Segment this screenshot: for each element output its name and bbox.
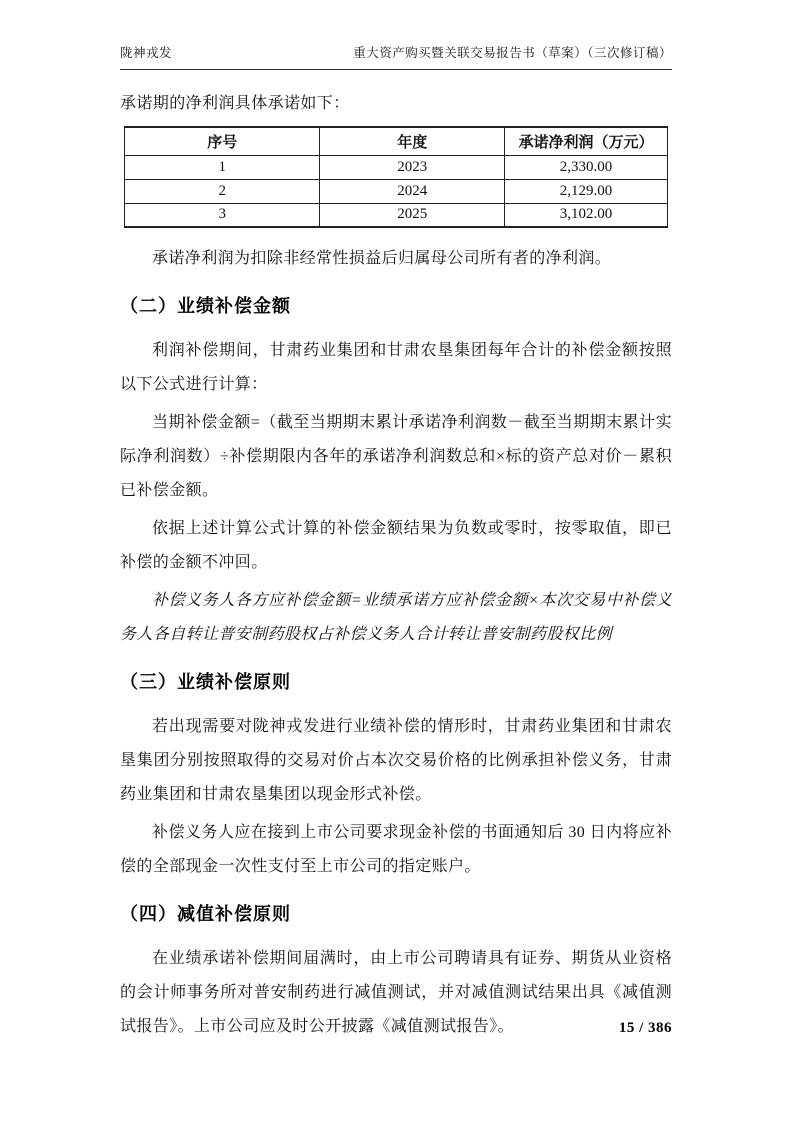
paragraph: 若出现需要对陇神戎发进行业绩补偿的情形时，甘肃药业集团和甘肃农垦集团分别按照取得的交易对价占本次交易价格的比例承担补偿义务，甘肃药业集团和甘肃农垦集团以现金形式补偿。 bbox=[120, 718, 672, 803]
paragraph: 利润补偿期间，甘肃药业集团和甘肃农垦集团每年合计的补偿金额按照以下公式进行计算： bbox=[120, 342, 672, 393]
formula-paragraph: 当期补偿金额=（截至当期期末累计承诺净利润数－截至当期期末累计实际净利润数）÷补偿期限内各年的承诺净利润数总和×标的资产总对价－累积已补偿金额。 bbox=[120, 414, 672, 499]
cell-year: 2024 bbox=[320, 179, 505, 203]
header-company-name: 陇神戎发 bbox=[120, 46, 173, 60]
cell-profit: 2,330.00 bbox=[505, 155, 668, 179]
cell-year: 2023 bbox=[320, 155, 505, 179]
table-row bbox=[125, 155, 668, 179]
header-report-title: 重大资产购买暨关联交易报告书（草案）（三次修订稿） bbox=[353, 46, 672, 60]
intro-paragraph: 承诺期的净利润具体承诺如下： bbox=[120, 95, 350, 112]
column-header-year: 年度 bbox=[320, 127, 505, 155]
cell-profit: 3,102.00 bbox=[505, 203, 668, 227]
formula-paragraph: 补偿义务人各方应补偿金额=业绩承诺方应补偿金额×本次交易中补偿义务人各自转让普安制药股权占补偿义务人合计转让普安制药股权比例 bbox=[120, 592, 672, 643]
column-header-profit: 承诺净利润（万元） bbox=[505, 127, 668, 155]
table-header-row bbox=[125, 127, 668, 155]
cell-seq: 1 bbox=[125, 155, 320, 179]
running-header bbox=[120, 45, 672, 70]
promised-net-profit-table bbox=[124, 126, 668, 228]
table-note-paragraph: 承诺净利润为扣除非经常性损益后归属母公司所有者的净利润。 bbox=[152, 250, 612, 267]
section-heading-3: （三）业绩补偿原则 bbox=[120, 672, 291, 692]
section-heading-2: （二）业绩补偿金额 bbox=[120, 296, 291, 316]
paragraph: 依据上述计算公式计算的补偿金额结果为负数或零时，按零取值，即已补偿的金额不冲回。 bbox=[120, 520, 672, 571]
table-row bbox=[125, 179, 668, 203]
column-header-seq: 序号 bbox=[125, 127, 320, 155]
page-number: 15 / 386 bbox=[618, 1020, 672, 1036]
cell-seq: 3 bbox=[125, 203, 320, 227]
paragraph: 在业绩承诺补偿期间届满时，由上市公司聘请具有证券、期货从业资格的会计师事务所对普安制药进行减值测试，并对减值测试结果出具《减值测试报告》。上市公司应及时公开披露《减值测试报告》。 bbox=[120, 950, 672, 1035]
cell-seq: 2 bbox=[125, 179, 320, 203]
cell-year: 2025 bbox=[320, 203, 505, 227]
table-row bbox=[125, 203, 668, 227]
section-heading-4: （四）减值补偿原则 bbox=[120, 904, 291, 924]
cell-profit: 2,129.00 bbox=[505, 179, 668, 203]
paragraph: 补偿义务人应在接到上市公司要求现金补偿的书面通知后 30 日内将应补偿的全部现金一次性支付至上市公司的指定账户。 bbox=[120, 824, 672, 875]
